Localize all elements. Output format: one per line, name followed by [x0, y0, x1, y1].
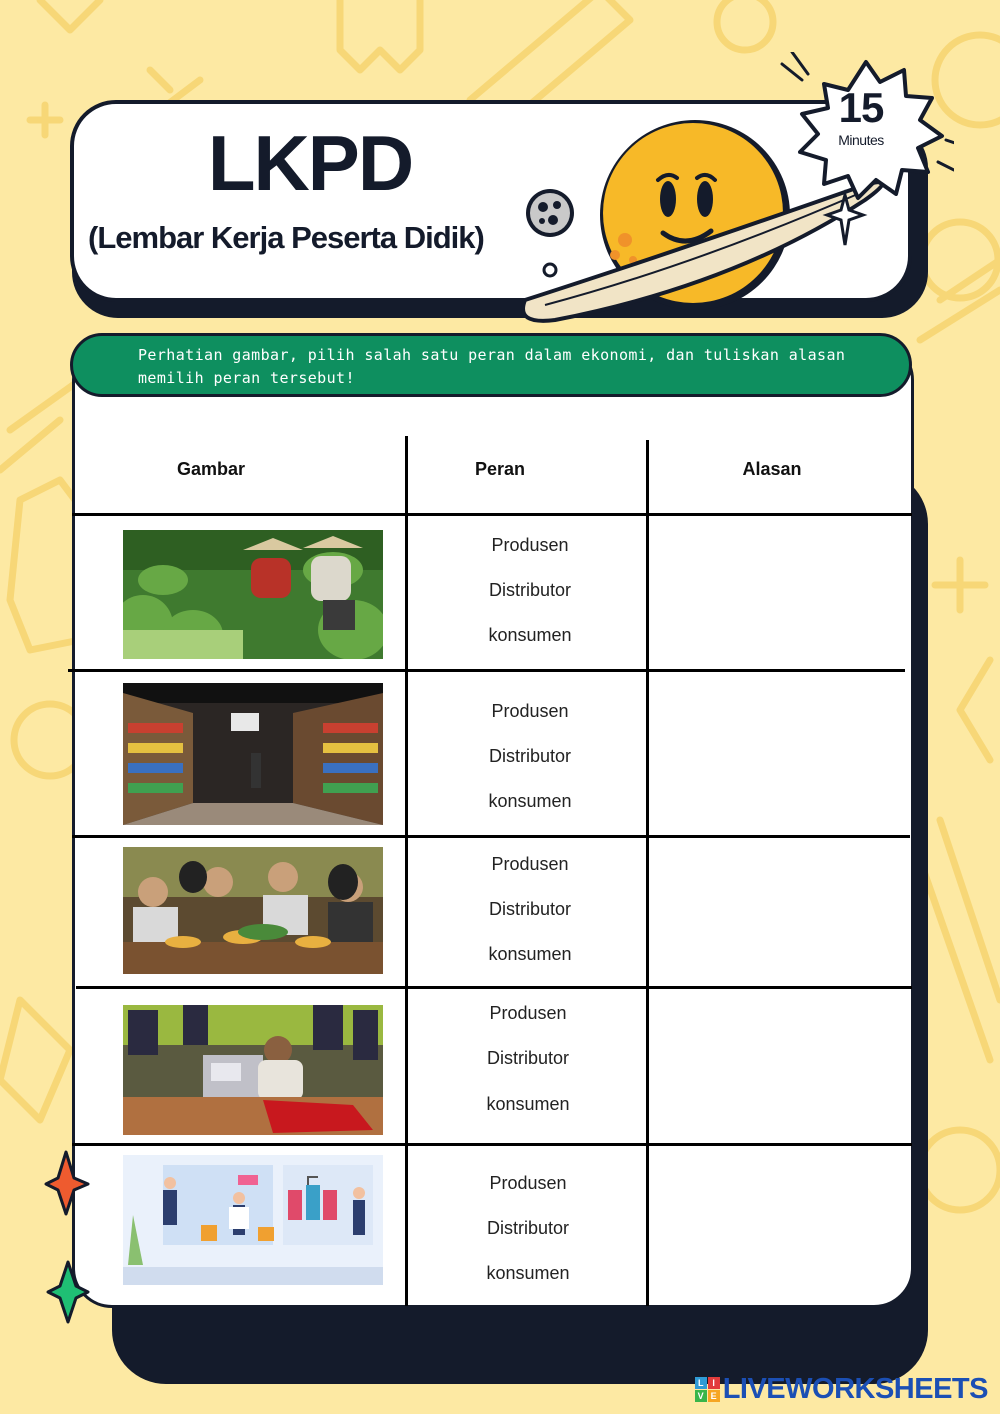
- role-option-distributor[interactable]: Distributor: [488, 899, 572, 919]
- clothing-store-shoppers-illustration: [123, 1155, 383, 1285]
- alasan-answer-field[interactable]: [650, 989, 908, 1142]
- column-divider: [646, 440, 649, 1306]
- role-option-konsumen[interactable]: konsumen: [488, 944, 572, 964]
- page-title: LKPD: [207, 119, 413, 207]
- timer-label: Minutes: [838, 132, 884, 148]
- column-divider: [405, 436, 408, 1306]
- role-option-produsen[interactable]: Produsen: [491, 701, 569, 721]
- liveworksheets-mark-icon: L I V E: [695, 1377, 720, 1402]
- role-option-konsumen[interactable]: konsumen: [488, 625, 572, 645]
- role-option-produsen[interactable]: Produsen: [491, 535, 569, 555]
- role-option-distributor[interactable]: Distributor: [486, 1218, 570, 1238]
- alasan-answer-field[interactable]: [650, 1146, 908, 1302]
- farmers-harvesting-vegetables-photo: [123, 530, 383, 659]
- role-option-produsen[interactable]: Produsen: [491, 854, 569, 874]
- column-header-alasan: Alasan: [742, 459, 802, 479]
- role-option-distributor[interactable]: Distributor: [488, 580, 572, 600]
- timer-number: 15: [838, 84, 884, 131]
- alasan-answer-field[interactable]: [650, 516, 908, 668]
- alasan-answer-field[interactable]: [650, 672, 908, 834]
- liveworksheets-logo[interactable]: [695, 1373, 988, 1405]
- liveworksheets-wordmark: LIVEWORKSHEETS: [722, 1372, 988, 1405]
- instruction-text: Perhatian gambar, pilih salah satu peran dalam ekonomi, dan tuliskan alasan memilih peran tersebut!: [138, 346, 846, 387]
- role-option-konsumen[interactable]: konsumen: [486, 1263, 570, 1283]
- supermarket-aisle-photo: [123, 683, 383, 825]
- role-option-produsen[interactable]: Produsen: [489, 1003, 567, 1023]
- role-option-konsumen[interactable]: konsumen: [488, 791, 572, 811]
- role-option-produsen[interactable]: Produsen: [489, 1173, 567, 1193]
- column-header-peran: Peran: [474, 459, 526, 479]
- sparkle-icon: [44, 1150, 94, 1330]
- page-subtitle: (Lembar Kerja Peserta Didik): [88, 220, 484, 255]
- role-option-distributor[interactable]: Distributor: [488, 746, 572, 766]
- column-header-gambar: Gambar: [176, 459, 246, 479]
- group-eating-meal-photo: [123, 847, 383, 974]
- role-option-distributor[interactable]: Distributor: [486, 1048, 570, 1068]
- tailor-sewing-machine-photo: [123, 1005, 383, 1135]
- alasan-answer-field[interactable]: [650, 838, 908, 985]
- role-option-konsumen[interactable]: konsumen: [486, 1094, 570, 1114]
